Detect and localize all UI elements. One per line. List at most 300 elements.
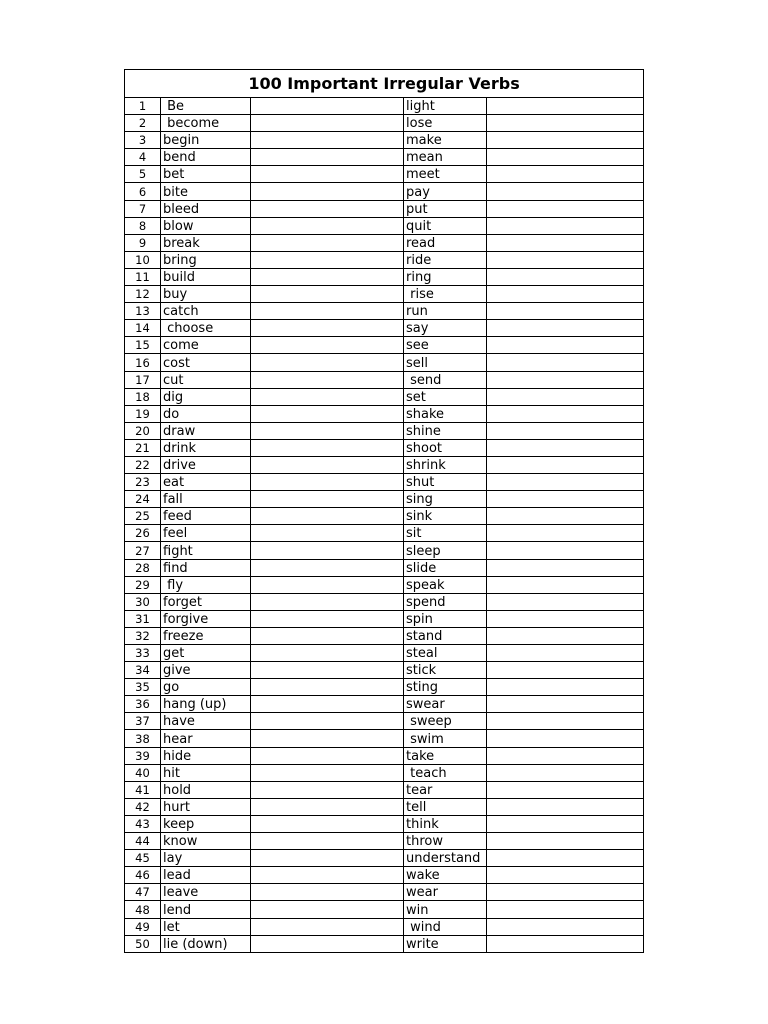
verb-right: sink <box>404 508 487 525</box>
row-number: 28 <box>125 559 161 576</box>
verb-left: choose <box>161 320 251 337</box>
row-number: 7 <box>125 200 161 217</box>
row-number: 26 <box>125 525 161 542</box>
table-row <box>125 918 644 935</box>
verb-right: wear <box>404 884 487 901</box>
verb-right: stand <box>404 627 487 644</box>
blank-cell-right <box>487 371 644 388</box>
table-row <box>125 405 644 422</box>
verb-left: eat <box>161 474 251 491</box>
row-number: 4 <box>125 149 161 166</box>
blank-cell-right <box>487 98 644 115</box>
verb-right: understand <box>404 850 487 867</box>
blank-cell-left <box>251 696 404 713</box>
verb-right: see <box>404 337 487 354</box>
blank-cell-left <box>251 542 404 559</box>
row-number: 27 <box>125 542 161 559</box>
blank-cell-left <box>251 662 404 679</box>
blank-cell-left <box>251 388 404 405</box>
verb-left: come <box>161 337 251 354</box>
row-number: 8 <box>125 217 161 234</box>
blank-cell-left <box>251 149 404 166</box>
row-number: 18 <box>125 388 161 405</box>
blank-cell-left <box>251 217 404 234</box>
row-number: 34 <box>125 662 161 679</box>
blank-cell-left <box>251 918 404 935</box>
row-number: 33 <box>125 645 161 662</box>
verb-left: feed <box>161 508 251 525</box>
row-number: 5 <box>125 166 161 183</box>
blank-cell-right <box>487 132 644 149</box>
table-row <box>125 132 644 149</box>
verb-left: cut <box>161 371 251 388</box>
blank-cell-left <box>251 730 404 747</box>
verb-left: lay <box>161 850 251 867</box>
blank-cell-right <box>487 593 644 610</box>
row-number: 15 <box>125 337 161 354</box>
table-row <box>125 251 644 268</box>
blank-cell-left <box>251 884 404 901</box>
table-row <box>125 217 644 234</box>
verb-right: sit <box>404 525 487 542</box>
blank-cell-right <box>487 850 644 867</box>
row-number: 48 <box>125 901 161 918</box>
row-number: 29 <box>125 576 161 593</box>
verb-left: dig <box>161 388 251 405</box>
blank-cell-right <box>487 901 644 918</box>
verb-left: Be <box>161 98 251 115</box>
verb-right: shoot <box>404 439 487 456</box>
blank-cell-left <box>251 354 404 371</box>
row-number: 42 <box>125 798 161 815</box>
verb-left: keep <box>161 815 251 832</box>
title-row <box>125 70 644 98</box>
table-row <box>125 422 644 439</box>
verb-right: lose <box>404 115 487 132</box>
verb-left: let <box>161 918 251 935</box>
blank-cell-right <box>487 576 644 593</box>
verb-right: think <box>404 815 487 832</box>
table-row <box>125 593 644 610</box>
verb-left: drink <box>161 439 251 456</box>
verb-right: ring <box>404 268 487 285</box>
row-number: 50 <box>125 935 161 952</box>
row-number: 43 <box>125 815 161 832</box>
verb-right: teach <box>404 764 487 781</box>
row-number: 47 <box>125 884 161 901</box>
verb-left: fall <box>161 491 251 508</box>
blank-cell-right <box>487 508 644 525</box>
row-number: 40 <box>125 764 161 781</box>
row-number: 14 <box>125 320 161 337</box>
verb-right: quit <box>404 217 487 234</box>
verb-left: fly <box>161 576 251 593</box>
verb-left: lend <box>161 901 251 918</box>
row-number: 10 <box>125 251 161 268</box>
blank-cell-right <box>487 166 644 183</box>
row-number: 13 <box>125 303 161 320</box>
blank-cell-left <box>251 491 404 508</box>
table-row <box>125 542 644 559</box>
blank-cell-right <box>487 405 644 422</box>
row-number: 39 <box>125 747 161 764</box>
table-row <box>125 456 644 473</box>
verb-right: rise <box>404 286 487 303</box>
blank-cell-right <box>487 730 644 747</box>
blank-cell-left <box>251 268 404 285</box>
verb-right: take <box>404 747 487 764</box>
verb-left: fight <box>161 542 251 559</box>
table-row <box>125 491 644 508</box>
verb-right: read <box>404 234 487 251</box>
blank-cell-left <box>251 115 404 132</box>
verb-left: hide <box>161 747 251 764</box>
table-row <box>125 166 644 183</box>
blank-cell-right <box>487 884 644 901</box>
table-row <box>125 730 644 747</box>
blank-cell-left <box>251 713 404 730</box>
table-row <box>125 679 644 696</box>
table-row <box>125 508 644 525</box>
blank-cell-left <box>251 474 404 491</box>
verb-right: sleep <box>404 542 487 559</box>
row-number: 30 <box>125 593 161 610</box>
verb-right: stick <box>404 662 487 679</box>
table-row <box>125 935 644 952</box>
verb-left: begin <box>161 132 251 149</box>
verb-right: say <box>404 320 487 337</box>
blank-cell-right <box>487 798 644 815</box>
blank-cell-right <box>487 781 644 798</box>
blank-cell-left <box>251 901 404 918</box>
blank-cell-left <box>251 610 404 627</box>
verb-left: bring <box>161 251 251 268</box>
blank-cell-left <box>251 867 404 884</box>
verb-left: hurt <box>161 798 251 815</box>
row-number: 46 <box>125 867 161 884</box>
table-row <box>125 867 644 884</box>
table-row <box>125 815 644 832</box>
blank-cell-right <box>487 439 644 456</box>
verb-left: blow <box>161 217 251 234</box>
blank-cell-right <box>487 217 644 234</box>
verb-right: put <box>404 200 487 217</box>
blank-cell-right <box>487 935 644 952</box>
verb-left: know <box>161 833 251 850</box>
row-number: 31 <box>125 610 161 627</box>
blank-cell-left <box>251 559 404 576</box>
table-row <box>125 286 644 303</box>
verb-left: give <box>161 662 251 679</box>
table-row <box>125 798 644 815</box>
blank-cell-left <box>251 371 404 388</box>
row-number: 1 <box>125 98 161 115</box>
verb-left: catch <box>161 303 251 320</box>
blank-cell-right <box>487 867 644 884</box>
table-row <box>125 627 644 644</box>
blank-cell-right <box>487 747 644 764</box>
blank-cell-right <box>487 610 644 627</box>
verb-left: buy <box>161 286 251 303</box>
row-number: 3 <box>125 132 161 149</box>
irregular-verbs-table <box>124 69 644 953</box>
blank-cell-right <box>487 286 644 303</box>
verb-left: freeze <box>161 627 251 644</box>
verb-left: have <box>161 713 251 730</box>
verb-left: bet <box>161 166 251 183</box>
blank-cell-left <box>251 815 404 832</box>
verb-right: swim <box>404 730 487 747</box>
blank-cell-left <box>251 456 404 473</box>
table-row <box>125 901 644 918</box>
blank-cell-left <box>251 234 404 251</box>
verb-left: build <box>161 268 251 285</box>
verb-left: get <box>161 645 251 662</box>
table-row <box>125 764 644 781</box>
blank-cell-right <box>487 422 644 439</box>
blank-cell-right <box>487 337 644 354</box>
table-row <box>125 884 644 901</box>
blank-cell-left <box>251 132 404 149</box>
blank-cell-left <box>251 525 404 542</box>
blank-cell-right <box>487 815 644 832</box>
table-row <box>125 200 644 217</box>
row-number: 36 <box>125 696 161 713</box>
blank-cell-right <box>487 474 644 491</box>
verb-right: ride <box>404 251 487 268</box>
blank-cell-left <box>251 747 404 764</box>
verb-right: steal <box>404 645 487 662</box>
verb-left: find <box>161 559 251 576</box>
blank-cell-left <box>251 183 404 200</box>
table-row <box>125 576 644 593</box>
blank-cell-right <box>487 183 644 200</box>
table-row <box>125 850 644 867</box>
verb-left: bend <box>161 149 251 166</box>
row-number: 24 <box>125 491 161 508</box>
verb-left: leave <box>161 884 251 901</box>
verb-right: speak <box>404 576 487 593</box>
verb-right: run <box>404 303 487 320</box>
verb-right: shine <box>404 422 487 439</box>
blank-cell-right <box>487 303 644 320</box>
table-row <box>125 781 644 798</box>
row-number: 6 <box>125 183 161 200</box>
blank-cell-right <box>487 388 644 405</box>
table-row <box>125 833 644 850</box>
verb-right: wind <box>404 918 487 935</box>
blank-cell-left <box>251 764 404 781</box>
blank-cell-right <box>487 268 644 285</box>
verb-right: slide <box>404 559 487 576</box>
blank-cell-left <box>251 593 404 610</box>
blank-cell-right <box>487 696 644 713</box>
verb-right: send <box>404 371 487 388</box>
row-number: 22 <box>125 456 161 473</box>
table-row <box>125 183 644 200</box>
row-number: 49 <box>125 918 161 935</box>
verb-right: spend <box>404 593 487 610</box>
table-title: 100 Important Irregular Verbs <box>125 70 644 98</box>
verb-right: sing <box>404 491 487 508</box>
table-row <box>125 354 644 371</box>
verb-right: throw <box>404 833 487 850</box>
blank-cell-left <box>251 166 404 183</box>
blank-cell-right <box>487 833 644 850</box>
row-number: 19 <box>125 405 161 422</box>
blank-cell-left <box>251 627 404 644</box>
verb-left: feel <box>161 525 251 542</box>
blank-cell-left <box>251 200 404 217</box>
table-row <box>125 525 644 542</box>
row-number: 20 <box>125 422 161 439</box>
table-row <box>125 268 644 285</box>
verb-right: mean <box>404 149 487 166</box>
verb-left: cost <box>161 354 251 371</box>
row-number: 32 <box>125 627 161 644</box>
table-row <box>125 337 644 354</box>
blank-cell-left <box>251 508 404 525</box>
blank-cell-left <box>251 645 404 662</box>
verb-left: break <box>161 234 251 251</box>
verb-right: tear <box>404 781 487 798</box>
verb-right: pay <box>404 183 487 200</box>
table-row <box>125 474 644 491</box>
row-number: 12 <box>125 286 161 303</box>
blank-cell-right <box>487 354 644 371</box>
verb-right: shut <box>404 474 487 491</box>
blank-cell-right <box>487 542 644 559</box>
table-row <box>125 149 644 166</box>
blank-cell-right <box>487 764 644 781</box>
row-number: 21 <box>125 439 161 456</box>
verb-left: bleed <box>161 200 251 217</box>
blank-cell-left <box>251 337 404 354</box>
verb-left: go <box>161 679 251 696</box>
blank-cell-left <box>251 303 404 320</box>
blank-cell-right <box>487 918 644 935</box>
row-number: 11 <box>125 268 161 285</box>
blank-cell-right <box>487 645 644 662</box>
blank-cell-right <box>487 456 644 473</box>
verb-left: do <box>161 405 251 422</box>
verb-right: swear <box>404 696 487 713</box>
blank-cell-right <box>487 559 644 576</box>
blank-cell-left <box>251 405 404 422</box>
blank-cell-left <box>251 781 404 798</box>
row-number: 41 <box>125 781 161 798</box>
table-row <box>125 303 644 320</box>
row-number: 38 <box>125 730 161 747</box>
verb-left: hold <box>161 781 251 798</box>
blank-cell-left <box>251 935 404 952</box>
verb-right: light <box>404 98 487 115</box>
row-number: 17 <box>125 371 161 388</box>
verb-left: lie (down) <box>161 935 251 952</box>
blank-cell-left <box>251 422 404 439</box>
row-number: 45 <box>125 850 161 867</box>
blank-cell-right <box>487 662 644 679</box>
table-row <box>125 115 644 132</box>
verb-left: draw <box>161 422 251 439</box>
verb-left: become <box>161 115 251 132</box>
table-row <box>125 234 644 251</box>
verb-right: sting <box>404 679 487 696</box>
table-row <box>125 747 644 764</box>
verb-left: lead <box>161 867 251 884</box>
blank-cell-right <box>487 713 644 730</box>
blank-cell-left <box>251 850 404 867</box>
table-row <box>125 610 644 627</box>
verb-right: set <box>404 388 487 405</box>
verb-right: make <box>404 132 487 149</box>
verb-right: win <box>404 901 487 918</box>
verb-rows <box>125 98 644 953</box>
blank-cell-right <box>487 320 644 337</box>
verb-right: meet <box>404 166 487 183</box>
blank-cell-left <box>251 798 404 815</box>
verb-right: write <box>404 935 487 952</box>
verb-left: drive <box>161 456 251 473</box>
blank-cell-right <box>487 627 644 644</box>
row-number: 35 <box>125 679 161 696</box>
row-number: 2 <box>125 115 161 132</box>
verb-right: wake <box>404 867 487 884</box>
row-number: 37 <box>125 713 161 730</box>
verb-left: hang (up) <box>161 696 251 713</box>
blank-cell-right <box>487 525 644 542</box>
verb-left: forgive <box>161 610 251 627</box>
row-number: 23 <box>125 474 161 491</box>
verb-right: shrink <box>404 456 487 473</box>
verb-left: forget <box>161 593 251 610</box>
blank-cell-left <box>251 251 404 268</box>
blank-cell-right <box>487 149 644 166</box>
table-row <box>125 388 644 405</box>
blank-cell-left <box>251 833 404 850</box>
blank-cell-right <box>487 234 644 251</box>
verb-left: hear <box>161 730 251 747</box>
table-row <box>125 713 644 730</box>
blank-cell-left <box>251 286 404 303</box>
row-number: 16 <box>125 354 161 371</box>
row-number: 44 <box>125 833 161 850</box>
table-row <box>125 320 644 337</box>
verb-right: sell <box>404 354 487 371</box>
table-row <box>125 696 644 713</box>
blank-cell-right <box>487 491 644 508</box>
blank-cell-left <box>251 439 404 456</box>
table-row <box>125 645 644 662</box>
verb-left: hit <box>161 764 251 781</box>
table-row <box>125 559 644 576</box>
blank-cell-right <box>487 251 644 268</box>
table-row <box>125 662 644 679</box>
verb-right: tell <box>404 798 487 815</box>
table-row <box>125 371 644 388</box>
blank-cell-left <box>251 98 404 115</box>
verb-right: sweep <box>404 713 487 730</box>
blank-cell-left <box>251 320 404 337</box>
verb-right: spin <box>404 610 487 627</box>
blank-cell-left <box>251 679 404 696</box>
blank-cell-right <box>487 200 644 217</box>
verb-right: shake <box>404 405 487 422</box>
blank-cell-right <box>487 679 644 696</box>
blank-cell-left <box>251 576 404 593</box>
verb-left: bite <box>161 183 251 200</box>
blank-cell-right <box>487 115 644 132</box>
